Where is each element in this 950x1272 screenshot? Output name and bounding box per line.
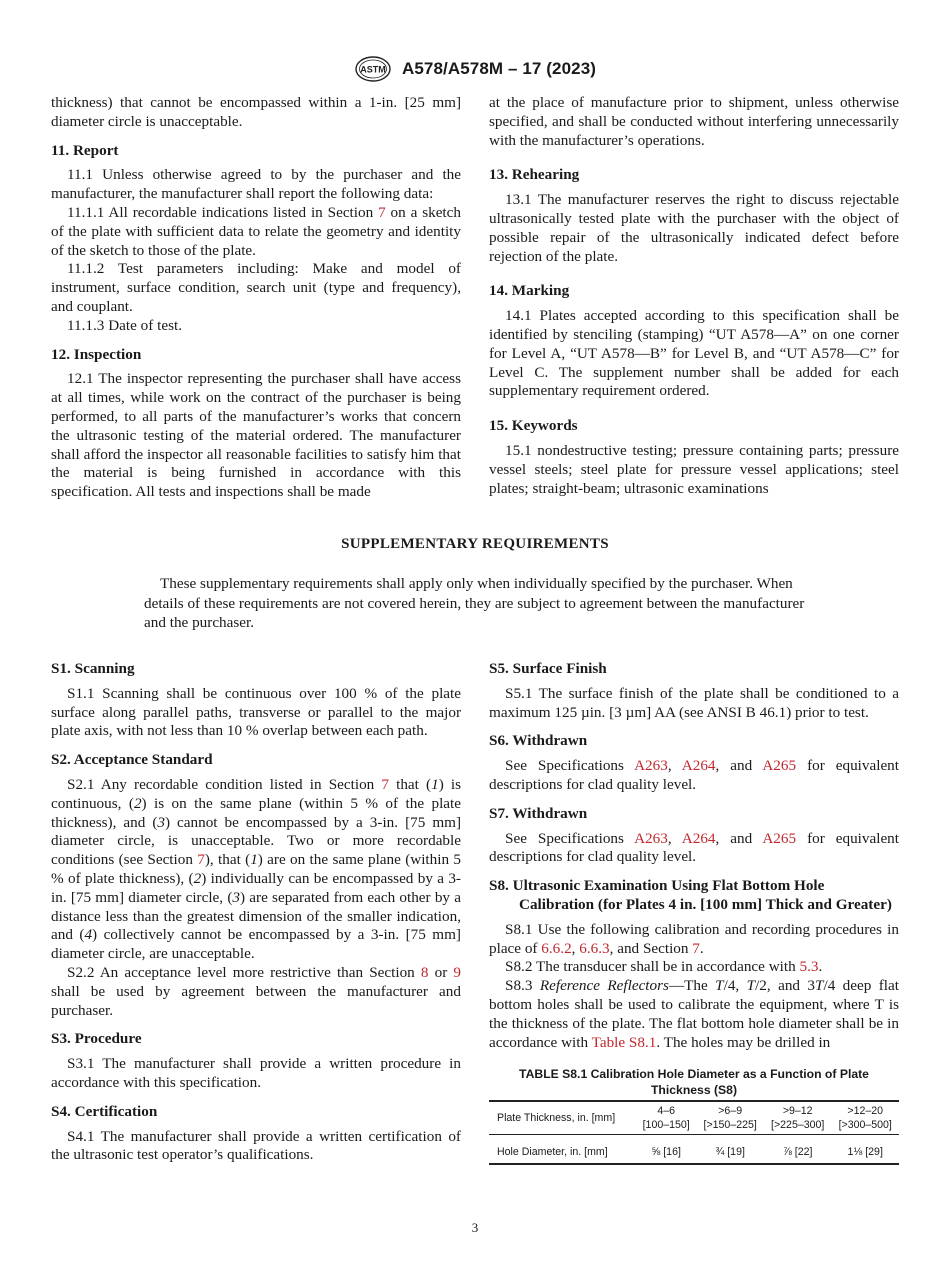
table-cell: >6–9 [>150–225] <box>696 1101 764 1135</box>
paragraph-14-1: 14.1 Plates accepted according to this specification shall be identified by stenciling (stamping) “UT A578—A” on one corner for Level A, “UT A578—B” for Level B, and “UT A578—C” for Level C. The supplement number shall be added for each supplementary requirement ordered. <box>489 307 899 400</box>
section-12-heading: 12. Inspection <box>51 345 142 363</box>
section-7-link[interactable]: 7 <box>197 851 205 869</box>
section-s2-heading: S2. Acceptance Standard <box>51 751 213 769</box>
paragraph-11-1-3: 11.1.3 Date of test. <box>67 316 183 334</box>
section-s6-heading: S6. Withdrawn <box>489 732 588 750</box>
a265-link[interactable]: A265 <box>762 757 797 775</box>
section-8-link[interactable]: 8 <box>420 963 429 981</box>
right-column-top <box>489 94 899 498</box>
table-row <box>489 1135 899 1165</box>
table-cell: ¾ [19] <box>696 1135 764 1165</box>
section-s8-heading: S8. Ultrasonic Examination Using Flat Bottom Hole Calibration (for Plates 4 in. [100 mm] Thick and Greater) <box>489 877 892 913</box>
a263-link[interactable]: A263 <box>634 829 668 847</box>
table-cell: 4–6 [100–150] <box>636 1101 696 1135</box>
section-11-heading: 11. Report <box>51 141 119 159</box>
table-cell: ⅞ [22] <box>764 1135 832 1165</box>
supplementary-intro: These supplementary requirements shall apply only when individually specified by the purchaser. When details of these requirements are not covered herein, they are subject to agreement between the manufacturer and the purchaser. <box>144 575 805 631</box>
table-cell: >12–20 [>300–500] <box>831 1101 899 1135</box>
right-column-bottom <box>489 660 899 1165</box>
paragraph-s2-2: S2.2 An acceptance level more restrictive than Section 8 or 9 shall be used by agreement between the manufacturer and purchaser. <box>51 963 461 1019</box>
table-caption: TABLE S8.1 Calibration Hole Diameter as a Function of Plate Thickness (S8) <box>519 1067 869 1098</box>
table-cell: >9–12 [>225–300] <box>764 1101 832 1135</box>
paragraph-s5-1: S5.1 The surface finish of the plate shall be conditioned to a maximum 125 µin. [3 µm] AA (see ANSI B 46.1) prior to test. <box>489 684 899 721</box>
paragraph-11-1: 11.1 Unless otherwise agreed to by the purchaser and the manufacturer, the manufacturer shall report the following data: <box>51 166 461 203</box>
section-5-3-link[interactable]: 5.3 <box>799 958 819 976</box>
section-7-link[interactable]: 7 <box>378 203 386 221</box>
table-cell: 1⅛ [29] <box>831 1135 899 1165</box>
a265-link[interactable]: A265 <box>762 829 797 847</box>
paragraph-11-1-1: 11.1.1 All recordable indications listed in Section 7 on a sketch of the plate with sufficient data to relate the geometry and identity of the sketch to those of the plate. <box>51 203 461 259</box>
paragraph-continuation: thickness) that cannot be encompassed within a 1-in. [25 mm] diameter circle is unacceptable. <box>51 94 461 130</box>
paragraph-s1-1: S1.1 Scanning shall be continuous over 100 % of the plate surface along parallel paths, transverse or parallel to the major plate axis, with not less than 10 % overlap between each path. <box>51 684 461 740</box>
section-6-6-3-link[interactable]: 6.6.3 <box>579 939 610 957</box>
paragraph-s7: See Specifications A263, A264, and A265 for equivalent descriptions for clad quality level. <box>489 829 899 866</box>
calibration-table <box>489 1100 899 1165</box>
section-13-heading: 13. Rehearing <box>489 166 580 184</box>
astm-logo <box>354 56 392 82</box>
paragraph-11-1-2: 11.1.2 Test parameters including: Make and model of instrument, surface condition, search unit (type and frequency), and couplant. <box>51 260 461 315</box>
paragraph-s8-3: S8.3 Reference Reflectors—The T/4, T/2, and 3T/4 deep flat bottom holes shall be used to calibrate the equipment, where T is the thickness of the plate. The flat bottom hole diameter shall be in accordance with Table S8.1. The holes may be drilled in <box>489 977 899 1051</box>
page-number: 3 <box>471 1220 479 1235</box>
table-cell: ⅝ [16] <box>636 1135 696 1165</box>
svg-text:ASTM: ASTM <box>360 64 386 75</box>
section-15-heading: 15. Keywords <box>489 417 578 435</box>
section-s5-heading: S5. Surface Finish <box>489 660 607 677</box>
section-7-link[interactable]: 7 <box>381 775 389 793</box>
paragraph-s4-1: S4.1 The manufacturer shall provide a written certification of the ultrasonic test operator’s qualifications. <box>51 1127 461 1164</box>
section-9-link[interactable]: 9 <box>453 963 461 981</box>
section-s4-heading: S4. Certification <box>51 1102 158 1120</box>
a263-link[interactable]: A263 <box>634 757 668 775</box>
section-14-heading: 14. Marking <box>489 282 570 300</box>
table-row-label: Hole Diameter, in. [mm] <box>489 1135 636 1165</box>
a264-link[interactable]: A264 <box>681 757 716 775</box>
paragraph-s8-2: S8.2 The transducer shall be in accordance with 5.3. <box>505 958 823 976</box>
table-row <box>489 1101 899 1135</box>
left-column-bottom <box>51 660 461 1165</box>
paragraph-s3-1: S3.1 The manufacturer shall provide a written procedure in accordance with this specification. <box>51 1055 461 1091</box>
paragraph-12-1: 12.1 The inspector representing the purchaser shall have access at all times, while work on the contract of the purchaser is being performed, to all parts of the manufacturer’s works that concern the ultrasonic testing of the material ordered. The manufacturer shall afford the inspector all reasonable facilities to satisfy him that the material is being furnished in accordance with this specification. All tests and inspections shall be made <box>51 370 461 501</box>
section-s1-heading: S1. Scanning <box>51 660 135 677</box>
a264-link[interactable]: A264 <box>681 829 716 847</box>
section-s7-heading: S7. Withdrawn <box>489 804 588 822</box>
page-header <box>0 56 950 82</box>
section-7-link[interactable]: 7 <box>692 939 700 957</box>
paragraph-15-1: 15.1 nondestructive testing; pressure containing parts; pressure vessel steels; steel plate for pressure vessel applications; steel plates; straight-beam; ultrasonic examinations <box>489 441 899 497</box>
supplementary-title: SUPPLEMENTARY REQUIREMENTS <box>341 536 609 552</box>
left-column-top <box>51 94 461 502</box>
paragraph-s2-1: S2.1 Any recordable condition listed in Section 7 that (1) is continuous, (2) is on the same plane (within 5 % of the plate thickness), and (3) cannot be encompassed by a 3-in. [75 mm] diameter circle, is unacceptable. Two or more recordable conditions (see Section 7), that (1) are on the same plane (within 5 % of plate thickness), (2) individually can be encompassed by a 3-in. [75 mm] diameter circle, (3) are separated from each other by a distance less than the greatest dimension of the smaller indication, and (4) collectively cannot be encompassed by a 3-in. [75 mm] diameter circle, are unacceptable. <box>51 775 462 963</box>
paragraph-13-1: 13.1 The manufacturer reserves the right to discuss rejectable ultrasonically tested plate with the purchaser with the object of possible repair of the ultrasonically indicated defect before rejection of the plate. <box>489 191 899 265</box>
document-designation: A578/A578M – 17 (2023) <box>401 59 597 78</box>
table-s8-1-link[interactable]: Table S8.1 <box>591 1033 657 1051</box>
paragraph-s8-1: S8.1 Use the following calibration and recording procedures in place of 6.6.2, 6.6.3, and Section 7. <box>489 920 899 957</box>
paragraph-continuation-right: at the place of manufacture prior to shipment, unless otherwise specified, and shall be conducted without interfering unnecessarily with the manufacturer’s operations. <box>489 94 899 149</box>
section-s3-heading: S3. Procedure <box>51 1030 142 1048</box>
table-row-label: Plate Thickness, in. [mm] <box>489 1101 636 1135</box>
section-6-6-2-link[interactable]: 6.6.2 <box>541 939 572 957</box>
paragraph-s6: See Specifications A263, A264, and A265 for equivalent descriptions for clad quality level. <box>489 757 899 793</box>
